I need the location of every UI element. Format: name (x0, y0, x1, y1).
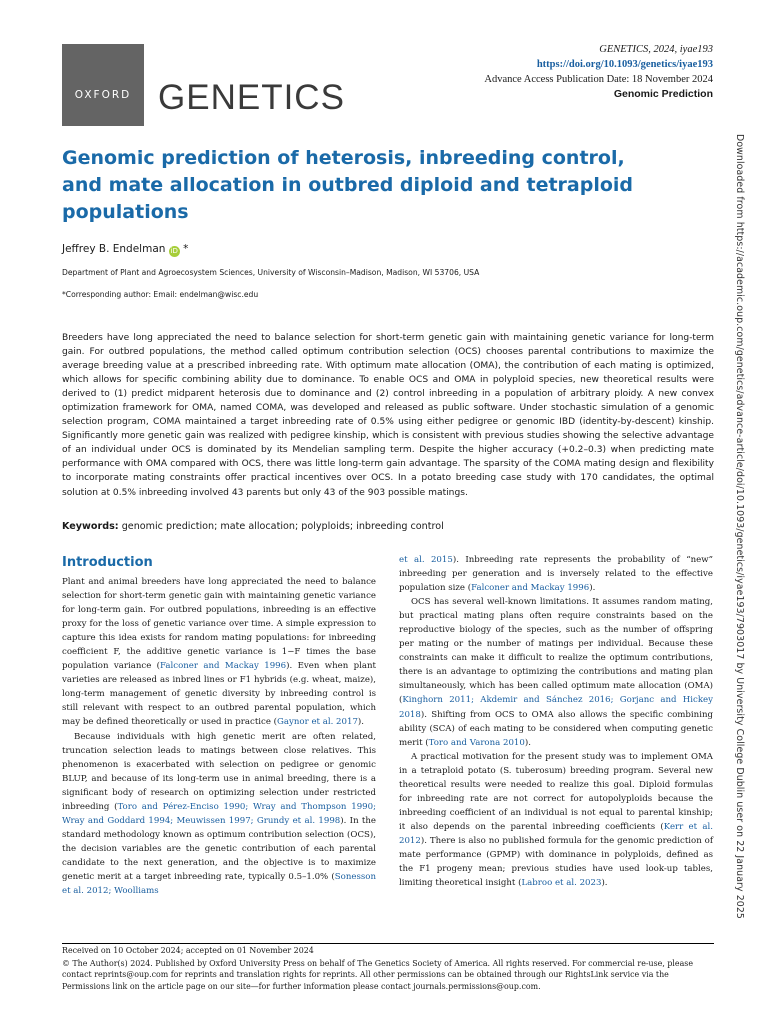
journal-header-info (484, 42, 713, 102)
text-run: ). There is also no published formula for the genomic prediction of mate performance (GPMP) with dominance in polyploids, defined as the F1 progeny mean; previous studies have used look-up tables, limiting theoretical insight ( (399, 835, 713, 889)
text-run: Because individuals with high genetic merit are often related, truncation selection leads to matings between close relatives. This phenomenon is exacerbated with selection on pedigree or genomic BLUP, and because of its long-term use in animal breeding, there is a significant body of research on optimizing selection under restricted inbreeding ( (62, 731, 376, 812)
author-line (62, 243, 188, 257)
corresponding-author: *Corresponding author: Email: endelman@wisc.edu (62, 290, 259, 299)
text-run: A practical motivation for the present study was to implement OMA in a tetraploid potato (S. tuberosum) breeding program. Several new theoretical results were needed to realize this goal. Diploid formulas for inbreeding rate are not correct for autopolyploids because the inbreeding coefficient of an individual is not equal to parental kinship; it also depends on the parental inbreeding coefficients ( (399, 751, 713, 832)
corresponding-mark: * (183, 243, 189, 255)
text-run: ). Inbreeding rate represents the probability of “new” inbreeding per generation and is inversely related to the effective population size ( (399, 555, 713, 594)
copyright-notice: © The Author(s) 2024. Published by Oxford University Press on behalf of The Genetics Society of America. All rights reserved. For commercial re-use, please contact reprints@oup.com for reprints and translation rights for reprints. All other permissions can be obtained through our RightsLink service via the Permissions link on the article page on our site—for further information please contact journals.permissions@oup.com. (62, 959, 694, 991)
citation-link[interactable]: et al. 2015 (399, 555, 453, 565)
citation-link[interactable]: Toro and Pérez-Enciso 1990; Wray and Thompson 1990; Wray and Goddard 1994; Meuwissen 1997; Grundy et al. 1998 (62, 801, 376, 826)
text-run: ). (524, 737, 531, 748)
author-name[interactable]: Jeffrey B. Endelman (62, 243, 166, 255)
left-column (62, 553, 376, 898)
paragraph (399, 595, 713, 750)
text-run: ). (357, 717, 365, 728)
keywords-list: genomic prediction; mate allocation; polyploids; inbreeding control (121, 521, 444, 532)
download-note-text: Downloaded from https://academic.oup.com/genetics/advance-article/doi/10.1093/genetics/iyae193/7903017 by University College Dublin user on 22 January 2025 (734, 134, 745, 919)
text-run: ). In the standard methodology known as optimum contribution selection (OCS), the decision variables are the genetic contribution of each parental candidate to the next generation, and the objective is to maximize genetic merit at a target inbreeding rate, typically 0.5–1.0% ( (62, 815, 376, 882)
article-title: Genomic prediction of heterosis, inbreeding control, and mate allocation in outbred diploid and tetraploid populations (62, 147, 634, 223)
citation-link[interactable]: Kinghorn 2011; Akdemir and Sánchez 2016; Gorjanc and Hickey 2018 (399, 695, 713, 720)
download-note (733, 134, 751, 919)
text-run: Plant and animal breeders have long appreciated the need to balance selection for short-term genetic gain with maintaining genetic variance for long-term gain. For outbred populations, inbreeding is an effective proxy for the loss of genetic variance over time. A simple expression to capture this idea exists for random mating populations: for inbreeding coefficient F, the additive genetic variance is 1−F times the base population variance ( (62, 577, 376, 672)
oxford-logo (62, 44, 144, 126)
paragraph (399, 553, 713, 595)
citation-link[interactable]: Sonesson et al. 2012; Woolliams (62, 871, 376, 897)
advance-access-date: Advance Access Publication Date: 18 November 2024 (484, 74, 713, 85)
orcid-icon[interactable]: iD (170, 247, 178, 255)
citation-link[interactable]: Gaynor et al. 2017 (277, 717, 358, 728)
introduction-heading: Introduction (62, 555, 153, 570)
paragraph (62, 730, 376, 899)
citation-link[interactable]: Kerr et al. 2012 (399, 821, 713, 846)
right-column (399, 553, 713, 890)
keywords (62, 521, 444, 532)
paragraph (399, 750, 713, 890)
oxford-logo-text: OXFORD (74, 89, 132, 101)
section-label: Genomic Prediction (613, 88, 713, 100)
text-run: ). Even when plant varieties are released as inbred lines or F1 hybrids (e.g. wheat, maize), long-term management of genetic diversity by inbreeding control is still relevant with respect to an outbred parental population, which may be defined theoretically or used in practice ( (62, 661, 377, 728)
citation-link[interactable]: Toro and Varona 2010 (428, 737, 525, 748)
affiliation: Department of Plant and Agroecosystem Sciences, University of Wisconsin–Madison, Madison, WI 53706, USA (62, 268, 480, 277)
paragraph (62, 575, 376, 730)
text-run: ). (601, 878, 608, 889)
citation-link[interactable]: Falconer and Mackay 1996 (471, 583, 590, 594)
journal-citation: GENETICS, 2024, iyae193 (599, 44, 713, 55)
text-run: OCS has several well-known limitations. It assumes random mating, but practical mating plans often require constraints based on the reproductive biology of the species, such as the number of offspring per mating or the number of matings per individual. Because these constraints can make it difficult to realize the optimum contributions, there is an advantage to optimizing the contributions and mating plan simultaneously, which has been called optimum mate allocation (OMA) ( (399, 597, 713, 706)
text-run: ). Shifting from OCS to OMA also allows the specific combining ability (SCA) of each mating to be considered when computing genetic merit ( (399, 709, 713, 748)
citation-link[interactable]: Labroo et al. 2023 (521, 878, 602, 889)
citation-link[interactable]: Falconer and Mackay 1996 (160, 661, 287, 672)
received-dates: Received on 10 October 2024; accepted on 01 November 2024 (62, 946, 314, 955)
text-run: ). (589, 583, 596, 594)
doi-link[interactable]: https://doi.org/10.1093/genetics/iyae193 (536, 59, 713, 70)
journal-logo: GENETICS (158, 78, 345, 117)
footer-divider (62, 943, 714, 944)
abstract: Breeders have long appreciated the need to balance selection for short-term genetic gain with maintaining genetic variance for long-term gain. For outbred populations, the method called optimum contribution selection (OCS) chooses parental contributions to maximize the average breeding value at a prescribed inbreeding rate. With optimum mate allocation (OMA), the contribution of each mating is optimized, which allows for specific combining ability due to dominance. To enable OCS and OMA in polyploid species, new theoretical results were derived to (1) predict midparent heterosis due to dominance and (2) control inbreeding in a population of arbitrary ploidy. A new convex optimization framework for OMA, named COMA, was developed and released as public software. Under stochastic simulation of a genomic selection program, COMA maintained a target inbreeding rate of 0.5% using either pedigree or genomic IBD (identity-by-descent) kinship. Significantly more genetic gain was realized with pedigree kinship, which is consistent with previous studies showing the selective advantage of an individual under OCS is dominated by its Mendelian sampling term. Despite the higher accuracy (+0.2–0.3) when predicting mate performance with OMA compared with OCS, there was little long-term gain advantage. The sparsity of the COMA mating design and flexibility to incorporate mating constraints offer practical incentives over OCS. In a potato breeding case study with 170 candidates, the optimal solution at 0.5% inbreeding involved 43 parents but only 43 of the 903 possible matings. (62, 333, 714, 498)
keywords-label: Keywords: (62, 521, 119, 532)
